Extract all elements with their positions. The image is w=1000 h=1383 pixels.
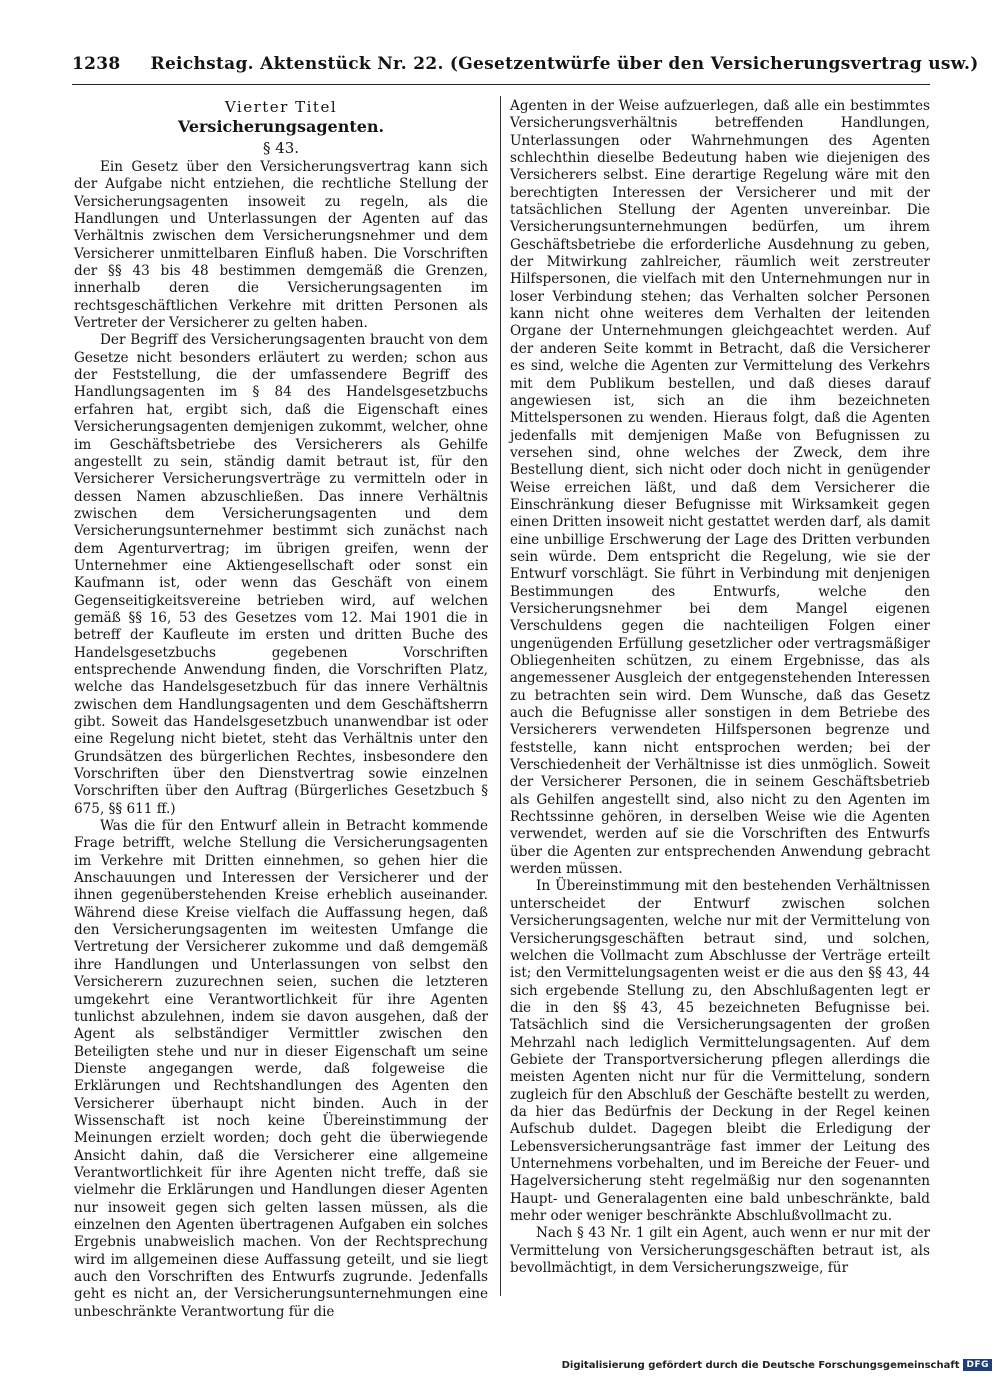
body-paragraph: In Übereinstimmung mit den bestehenden Verhältnissen unterscheidet der Entwurf zwischen solchen Versicherungsagenten, welche nur mit der Vermittelung von Versicherungsgeschäften betraut sind, und solchen, welchen die Vollmacht zum Abschlusse der Verträge erteilt ist; den Vermittelungsagenten weist er die aus den §§ 43, 44 sich ergebende Stellung zu, den Abschlußagenten legt er die in den §§ 43, 45 bezeichneten Befugnisse bei. Tatsächlich sind die Versicherungsagenten der großen Mehrzahl nach lediglich Vermittelungsagenten. Auf dem Gebiete der Transportversicherung pflegen allerdings die meisten Agenten nicht nur für die Vermittelung, sondern zugleich für den Abschluß der Geschäfte bestellt zu werden, da hier das Bedürfnis der Deckung in der Regel keinen Aufschub duldet. Dagegen bleibt die Erledigung der Lebensversicherungsanträge fast immer der Leitung des Unternehmens vorbehalten, und im Bereiche der Feuer- und Hagelversicherung steht regelmäßig nur den sogenannten Haupt- und Generalagenten eine bald unbeschränkte, bald mehr oder weniger beschränkte Abschlußvollmacht zu. [510, 878, 930, 1224]
body-paragraph: Der Begriff des Versicherungsagenten braucht von dem Gesetze nicht besonders erläutert zu werden; schon aus der Feststellung, die der umfassendere Begriff des Handlungsagenten im § 84 des Handelsgesetzbuchs erfahren hat, ergibt sich, daß die Eigenschaft eines Versicherungsagenten demjenigen zukommt, welcher, ohne im Geschäftsbetriebe des Versicherers als Gehilfe angestellt zu sein, ständig damit betraut ist, für den Versicherer Versicherungsverträge zu vermitteln oder in dessen Namen abzuschließen. Das innere Verhältnis zwischen dem Versicherungsagenten und dem Versicherungsunternehmer bestimmt sich zunächst nach dem Agenturvertrag; im übrigen greifen, wenn der Unternehmer eine Aktiengesellschaft oder sonst ein Kaufmann ist, oder wenn das Geschäft von einem Gegenseitigkeitsvereine betrieben wird, auf welchen gemäß §§ 16, 53 des Gesetzes vom 12. Mai 1901 die in betreff der Kaufleute im ersten und dritten Buche des Handelsgesetzbuchs gegebenen Vorschriften entsprechende Anwendung finden, die Vorschriften Platz, welche das Handelsgesetzbuch für das innere Verhältnis zwischen dem Handlungsagenten und dem Geschäftsherrn gibt. Soweit das Handelsgesetzbuch unanwendbar ist oder eine Regelung nicht bietet, steht das Verhältnis unter den Grundsätzen des bürgerlichen Rechtes, insbesondere den Vorschriften über den Dienstvertrag sowie einzelnen Vorschriften über den Auftrag (Bürgerliches Gesetzbuch § 675, §§ 611 ff.) [74, 332, 488, 817]
page-header [72, 54, 979, 74]
body-paragraph: Ein Gesetz über den Versicherungsvertrag kann sich der Aufgabe nicht entziehen, die rechtliche Stellung der Versicherungsagenten insoweit zu regeln, als die Handlungen und Unterlassungen der Agenten auf das Verhältnis zwischen dem Versicherungsnehmer und dem Versicherer unmittelbaren Einfluß haben. Die Vorschriften der §§ 43 bis 48 bestimmen demgemäß die Grenzen, innerhalb deren die Versicherungsagenten im rechtsgeschäftlichen Verkehre mit dritten Personen als Vertreter der Versicherer zu gelten haben. [74, 159, 488, 332]
left-column [74, 98, 488, 1321]
dfg-logo: DFG [963, 1359, 992, 1371]
header-rule [72, 84, 930, 85]
body-paragraph: Agenten in der Weise aufzuerlegen, daß alle ein bestimmtes Versicherungsverhältnis betreffenden Handlungen, Unterlassungen oder Wahrnehmungen des Agenten schlechthin dieselbe Bedeutung haben wie diejenigen des Versicherers selbst. Eine derartige Regelung wäre mit den berechtigten Interessen der Versicherer und mit der tatsächlichen Stellung der Agenten unvereinbar. Die Versicherungsunternehmungen bedürfen, um ihrem Geschäftsbetriebe die erforderliche Ausdehnung zu geben, der Mitwirkung zahlreicher, räumlich weit zerstreuter Hilfspersonen, die vielfach mit den Unternehmungen nur in loser Verbindung stehen; das Verhalten solcher Personen kann nicht ohne weiteres dem Verhalten der leitenden Organe der Unternehmungen gleichgeachtet werden. Auf der anderen Seite kommt in Betracht, daß die Versicherer es sind, welche die Agenten zur Vermittelung des Verkehrs mit dem Publikum bestellen, und daß dieses darauf angewiesen ist, sich an die ihm bezeichneten Mittelspersonen zu wenden. Hieraus folgt, daß die Agenten jedenfalls mit demjenigen Maße von Befugnissen zu versehen sind, ohne welches der Zweck, dem ihre Bestellung dient, sich nicht oder doch nicht in genügender Weise erreichen läßt, und daß dem Versicherer die Einschränkung dieser Befugnisse mit Wirksamkeit gegen einen Dritten insoweit nicht gestattet werden darf, als damit eine unbillige Erschwerung der Lage des Dritten verbunden sein würde. Dem entspricht die Regelung, wie sie der Entwurf vorschlägt. Sie führt in Verbindung mit denjenigen Bestimmungen des Entwurfs, welche den Versicherungsnehmer bei dem Mangel eigenen Verschuldens gegen die nachteiligen Folgen einer ungenügenden Erfüllung gesetzlicher oder vertragsmäßiger Obliegenheiten schützen, zu einem Ergebnisse, das als angemessener Ausgleich der entgegenstehenden Interessen zu betrachten sein wird. Dem Wunsche, daß das Gesetz auch die Befugnisse aller sonstigen in dem Betriebe des Versicherers verwendeten Hilfspersonen begrenze und feststelle, kann nicht entsprochen werden; bei der Verschiedenheit der Verhältnisse ist dies unmöglich. Soweit der Versicherer Personen, die in seinem Geschäftsbetrieb als Gehilfen angestellt sind, also nicht zu den Agenten im Rechtssinne gehören, in derselben Weise wie die Agenten verwendet, werden auf sie die Vorschriften des Entwurfs über die Agenten zur entsprechenden Anwendung gebracht werden müssen. [510, 98, 930, 878]
body-paragraph: Nach § 43 Nr. 1 gilt ein Agent, auch wenn er nur mit der Vermittelung von Versicherungsgeschäften betraut ist, als bevollmächtigt, in dem Versicherungszweige, für [510, 1225, 930, 1277]
running-title: Reichstag. Aktenstück Nr. 22. (Gesetzentwürfe über den Versicherungsvertrag usw.) [150, 54, 979, 74]
section-title: Versicherungsagenten. [177, 117, 385, 136]
section-label: Vierter Titel [224, 98, 338, 116]
paragraph-number: § 43. [262, 139, 300, 157]
funding-note: Digitalisierung gefördert durch die Deutsche Forschungsgemeinschaft [561, 1359, 960, 1371]
page-number: 1238 [72, 54, 121, 74]
body-paragraph: Was die für den Entwurf allein in Betracht kommende Frage betrifft, welche Stellung die Versicherungsagenten im Verkehre mit Dritten einnehmen, so gehen hier die Anschauungen und Interessen der Versicherer und der ihnen gegenüberstehenden Kreise erheblich auseinander. Während diese Kreise vielfach die Auffassung hegen, daß den Versicherungsagenten im weitesten Umfange die Vertretung der Versicherer zukomme und daß demgemäß ihre Handlungen und Unterlassungen von selbst den Versicherern zuzurechnen seien, suchen die letzteren umgekehrt eine Verantwortlichkeit für ihre Agenten tunlichst abzulehnen, indem sie davon ausgehen, daß der Agent als selbständiger Vermittler zwischen den Beteiligten stehe und nur in dieser Eigenschaft um seine Dienste angegangen werde, daß folgeweise die Erklärungen und Rechtshandlungen des Agenten den Versicherer überhaupt nicht binden. Auch in der Wissenschaft ist noch keine Übereinstimmung der Meinungen erzielt worden; doch geht die überwiegende Ansicht dahin, daß die Versicherer eine allgemeine Verantwortlichkeit für ihre Agenten nicht treffe, daß sie vielmehr die Erklärungen und Handlungen dieser Agenten nur insoweit gegen sich gelten lassen müssen, als die einzelnen den Agenten übertragenen Aufgaben ein solches Ergebnis unabweislich machen. Von der Rechtsprechung wird im allgemeinen diese Auffassung geteilt, und sie liegt auch den Vorschriften des Entwurfs zugrunde. Jedenfalls geht es nicht an, der Versicherungsunternehmungen eine unbeschränkte Verantwortung für die [74, 818, 488, 1320]
digitization-footer [562, 1359, 992, 1371]
right-column [510, 98, 930, 1277]
column-divider [500, 96, 501, 1296]
